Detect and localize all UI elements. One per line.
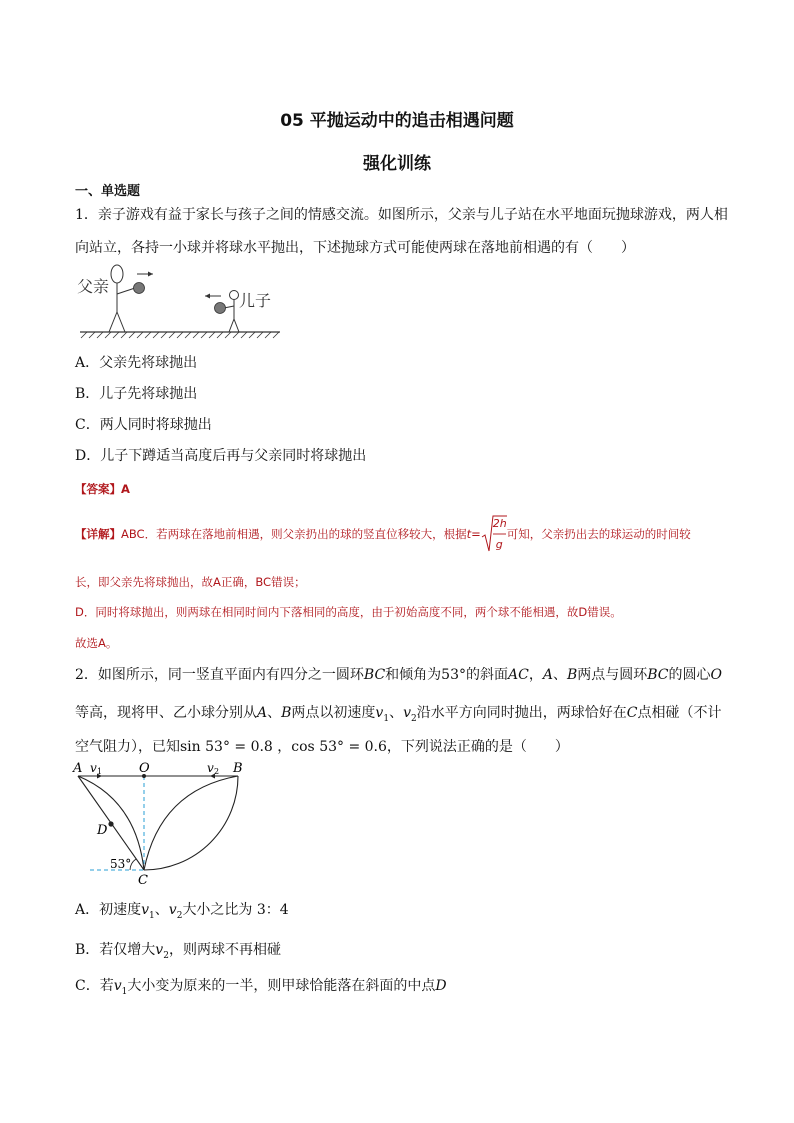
label-o: O — [139, 761, 150, 776]
fig-label-son: 儿子 — [239, 291, 272, 310]
q2-option-b: B．若仅增大$v_2$，则两球不再相碰 — [75, 942, 281, 961]
label-v2-sub: 2 — [214, 767, 220, 776]
son-head — [230, 291, 239, 300]
label-c: C — [138, 873, 148, 888]
q1-conclusion: 故选A。 — [75, 636, 118, 650]
q1-option-d: D．儿子下蹲适当高度后再与父亲同时将球抛出 — [75, 448, 367, 464]
ground-hatching — [81, 332, 279, 338]
q1-option-a: A．父亲先将球抛出 — [75, 355, 198, 371]
q2-option-c: C．若$v_1$大小变为原来的一半，则甲球恰能落在斜面的中点D — [75, 978, 447, 997]
son-arrow-head — [205, 294, 210, 299]
father-arm — [117, 288, 135, 294]
label-angle: 53° — [110, 857, 132, 871]
fig-label-father: 父亲 — [77, 277, 110, 296]
q1-answer — [75, 479, 130, 499]
label-v2: v — [207, 761, 214, 775]
q1-detail-line3: D．同时将球抛出，则两球在相同时间内下落相同的高度，由于初始高度不同，两个球不能相遇，故D错误。 — [75, 605, 622, 619]
label-b: B — [233, 761, 243, 776]
formula-numerator: 2h — [492, 516, 507, 530]
formula-lhs: t= — [466, 527, 481, 541]
answer-value: A — [121, 482, 130, 496]
q2-stem-line2: 等高，现将甲、乙小球分别从A、B两点以初速度$v_1$、$v_2$沿水平方向同时抛出，两球恰好在C点相碰（不计 — [75, 705, 722, 724]
q2-figure — [70, 760, 250, 890]
q2-stem-line3: 空气阻力），已知sin 53° = 0.8 ，cos 53° = 0.6，下列说法正确的是（ ） — [75, 739, 569, 755]
detail-label: 【详解】 — [75, 527, 121, 541]
point-d — [108, 821, 113, 826]
detail-part1: ABC．若两球在落地前相遇，则父亲扔出的球的竖直位移较大，根据 — [121, 527, 467, 541]
formula-sqrt — [481, 516, 507, 551]
formula-denominator: g — [495, 537, 503, 551]
q1-option-c: C．两人同时将球抛出 — [75, 417, 212, 433]
son-ball — [215, 303, 226, 314]
detail-part2: 可知，父亲扔出去的球运动的时间较 — [506, 527, 691, 541]
q1-detail-line1 — [75, 516, 691, 551]
q1-stem-line2: 向站立，各持一小球并将球水平抛出，下述抛球方式可能使两球在落地前相遇的有（ ） — [75, 240, 635, 256]
q1-option-b: B．儿子先将球抛出 — [75, 386, 198, 402]
label-v1: v — [90, 761, 97, 775]
document-subtitle: 强化训练 — [363, 154, 431, 174]
label-v1-sub: 1 — [97, 767, 103, 776]
son-leg-left — [229, 319, 234, 332]
label-a: A — [73, 761, 83, 776]
q1-stem-line1: 1．亲子游戏有益于家长与孩子之间的情感交流。如图所示，父亲与儿子站在水平地面玩抛球游戏，两人相 — [75, 207, 728, 223]
q1-figure — [75, 262, 285, 342]
q1-detail-line2: 长，即父亲先将球抛出，故A正确，BC错误； — [75, 575, 306, 589]
father-head — [111, 265, 123, 283]
answer-label: 【答案】 — [75, 482, 121, 496]
father-leg-right — [117, 312, 125, 332]
q2-option-a: A．初速度$v_1$、$v_2$大小之比为 3：4 — [75, 902, 289, 921]
document-title: 05 平抛运动中的追击相遇问题 — [280, 111, 514, 131]
son-leg-right — [234, 319, 239, 332]
father-leg-left — [109, 312, 117, 332]
label-d: D — [97, 823, 108, 838]
trajectory-b — [144, 776, 238, 870]
father-ball — [134, 283, 145, 294]
quarter-ring-bc — [144, 776, 238, 870]
father-arrow-head — [148, 272, 153, 277]
q2-stem-line1: 2．如图所示，同一竖直平面内有四分之一圆环BC和倾角为53°的斜面AC，A、B两点与圆环BC的圆心O — [75, 667, 722, 683]
section-heading: 一、单选题 — [75, 184, 141, 199]
